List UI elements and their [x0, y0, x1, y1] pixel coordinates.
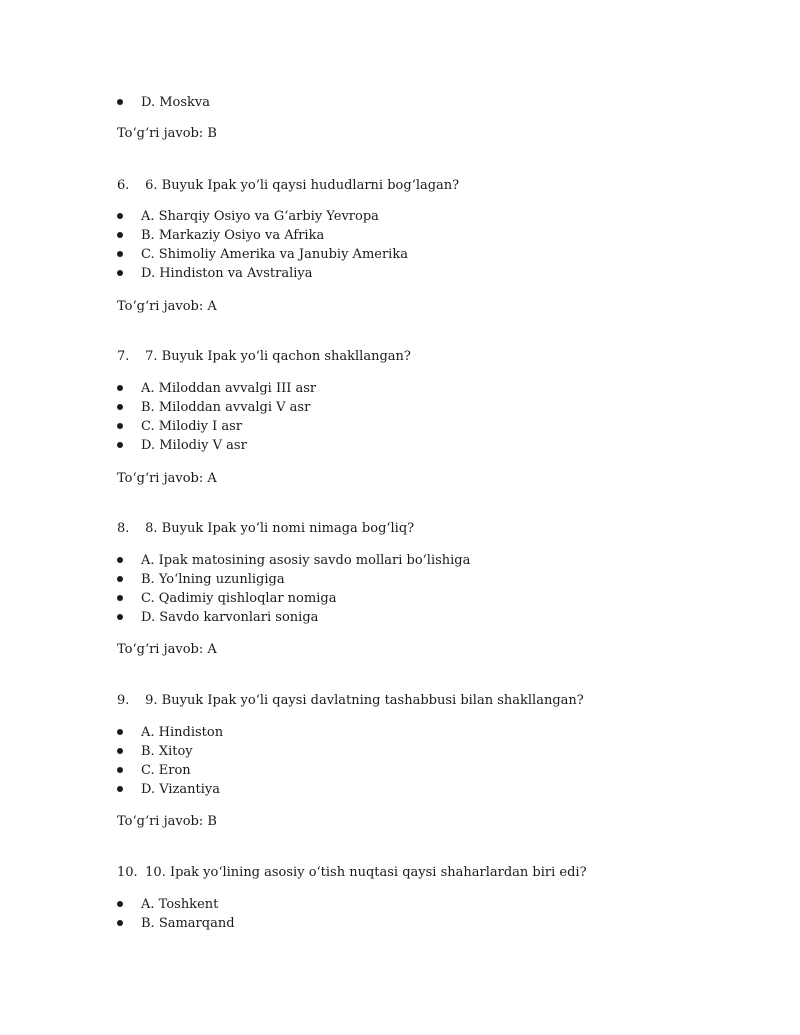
bullet-icon	[117, 251, 123, 257]
bullet-icon	[117, 232, 123, 238]
option-item	[117, 226, 408, 245]
option-item	[117, 723, 223, 742]
option-item	[117, 264, 408, 283]
option-item	[117, 93, 210, 112]
bullet-icon	[117, 270, 123, 276]
question-number: 9.	[117, 693, 130, 708]
question-text: 8. Buyuk Ipak yo‘li nomi nimaga bog‘liq?	[145, 521, 415, 536]
bullet-icon	[117, 442, 123, 448]
option-text: A. Ipak matosining asosiy savdo mollari bo‘lishiga	[141, 553, 471, 568]
option-item	[117, 436, 316, 455]
option-text: D. Milodiy V asr	[141, 438, 247, 453]
option-text: A. Sharqiy Osiyo va G‘arbiy Yevropa	[141, 209, 379, 224]
option-list	[117, 379, 316, 455]
bullet-icon	[117, 614, 123, 620]
option-item	[117, 780, 223, 799]
bullet-icon	[117, 729, 123, 735]
option-list	[117, 895, 235, 933]
question	[117, 347, 411, 366]
option-item	[117, 914, 235, 933]
option-item	[117, 608, 470, 627]
question-text: 7. Buyuk Ipak yo‘li qachon shakllangan?	[145, 349, 411, 364]
option-list	[117, 93, 210, 112]
correct-answer: To‘g‘ri javob: A	[117, 471, 217, 486]
bullet-icon	[117, 786, 123, 792]
option-item	[117, 207, 408, 226]
bullet-icon	[117, 595, 123, 601]
correct-answer: To‘g‘ri javob: A	[117, 642, 217, 657]
option-text: B. Markaziy Osiyo va Afrika	[141, 228, 325, 243]
option-text: A. Hindiston	[141, 725, 224, 740]
correct-answer: To‘g‘ri javob: A	[117, 299, 217, 314]
question-number: 10.	[117, 865, 138, 880]
question-number: 7.	[117, 349, 130, 364]
option-item	[117, 398, 316, 417]
bullet-icon	[117, 576, 123, 582]
option-text: B. Yo‘lning uzunligiga	[141, 572, 285, 587]
question	[117, 691, 584, 710]
bullet-icon	[117, 213, 123, 219]
option-text: A. Miloddan avvalgi III asr	[141, 381, 317, 396]
option-item	[117, 417, 316, 436]
bullet-icon	[117, 385, 123, 391]
option-text: D. Moskva	[141, 95, 211, 110]
option-item	[117, 589, 470, 608]
question-number: 8.	[117, 521, 130, 536]
bullet-icon	[117, 99, 123, 105]
option-text: B. Miloddan avvalgi V asr	[141, 400, 311, 415]
option-text: B. Xitoy	[141, 744, 193, 759]
correct-answer: To‘g‘ri javob: B	[117, 126, 217, 141]
question	[117, 863, 587, 882]
question	[117, 176, 459, 195]
option-text: D. Hindiston va Avstraliya	[141, 266, 313, 281]
question-number: 6.	[117, 178, 130, 193]
option-list	[117, 723, 223, 799]
option-text: D. Savdo karvonlari soniga	[141, 610, 319, 625]
option-text: B. Samarqand	[141, 916, 235, 931]
option-item	[117, 895, 235, 914]
option-text: D. Vizantiya	[141, 782, 220, 797]
question-text: 6. Buyuk Ipak yo‘li qaysi hududlarni bog‘lagan?	[145, 178, 460, 193]
option-text: C. Shimoliy Amerika va Janubiy Amerika	[141, 247, 408, 262]
option-text: C. Eron	[141, 763, 191, 778]
bullet-icon	[117, 767, 123, 773]
option-list	[117, 207, 408, 283]
option-item	[117, 761, 223, 780]
option-text: C. Milodiy I asr	[141, 419, 243, 434]
question-text: 9. Buyuk Ipak yo‘li qaysi davlatning tashabbusi bilan shakllangan?	[145, 693, 584, 708]
correct-answer: To‘g‘ri javob: B	[117, 814, 217, 829]
option-item	[117, 551, 470, 570]
option-item	[117, 245, 408, 264]
option-item	[117, 570, 470, 589]
bullet-icon	[117, 748, 123, 754]
bullet-icon	[117, 901, 123, 907]
option-text: C. Qadimiy qishloqlar nomiga	[141, 591, 337, 606]
option-item	[117, 742, 223, 761]
bullet-icon	[117, 557, 123, 563]
option-item	[117, 379, 316, 398]
option-list	[117, 551, 470, 627]
bullet-icon	[117, 423, 123, 429]
question	[117, 519, 414, 538]
bullet-icon	[117, 404, 123, 410]
question-text: 10. Ipak yo‘lining asosiy o‘tish nuqtasi qaysi shaharlardan biri edi?	[145, 865, 587, 880]
option-text: A. Toshkent	[141, 897, 219, 912]
bullet-icon	[117, 920, 123, 926]
